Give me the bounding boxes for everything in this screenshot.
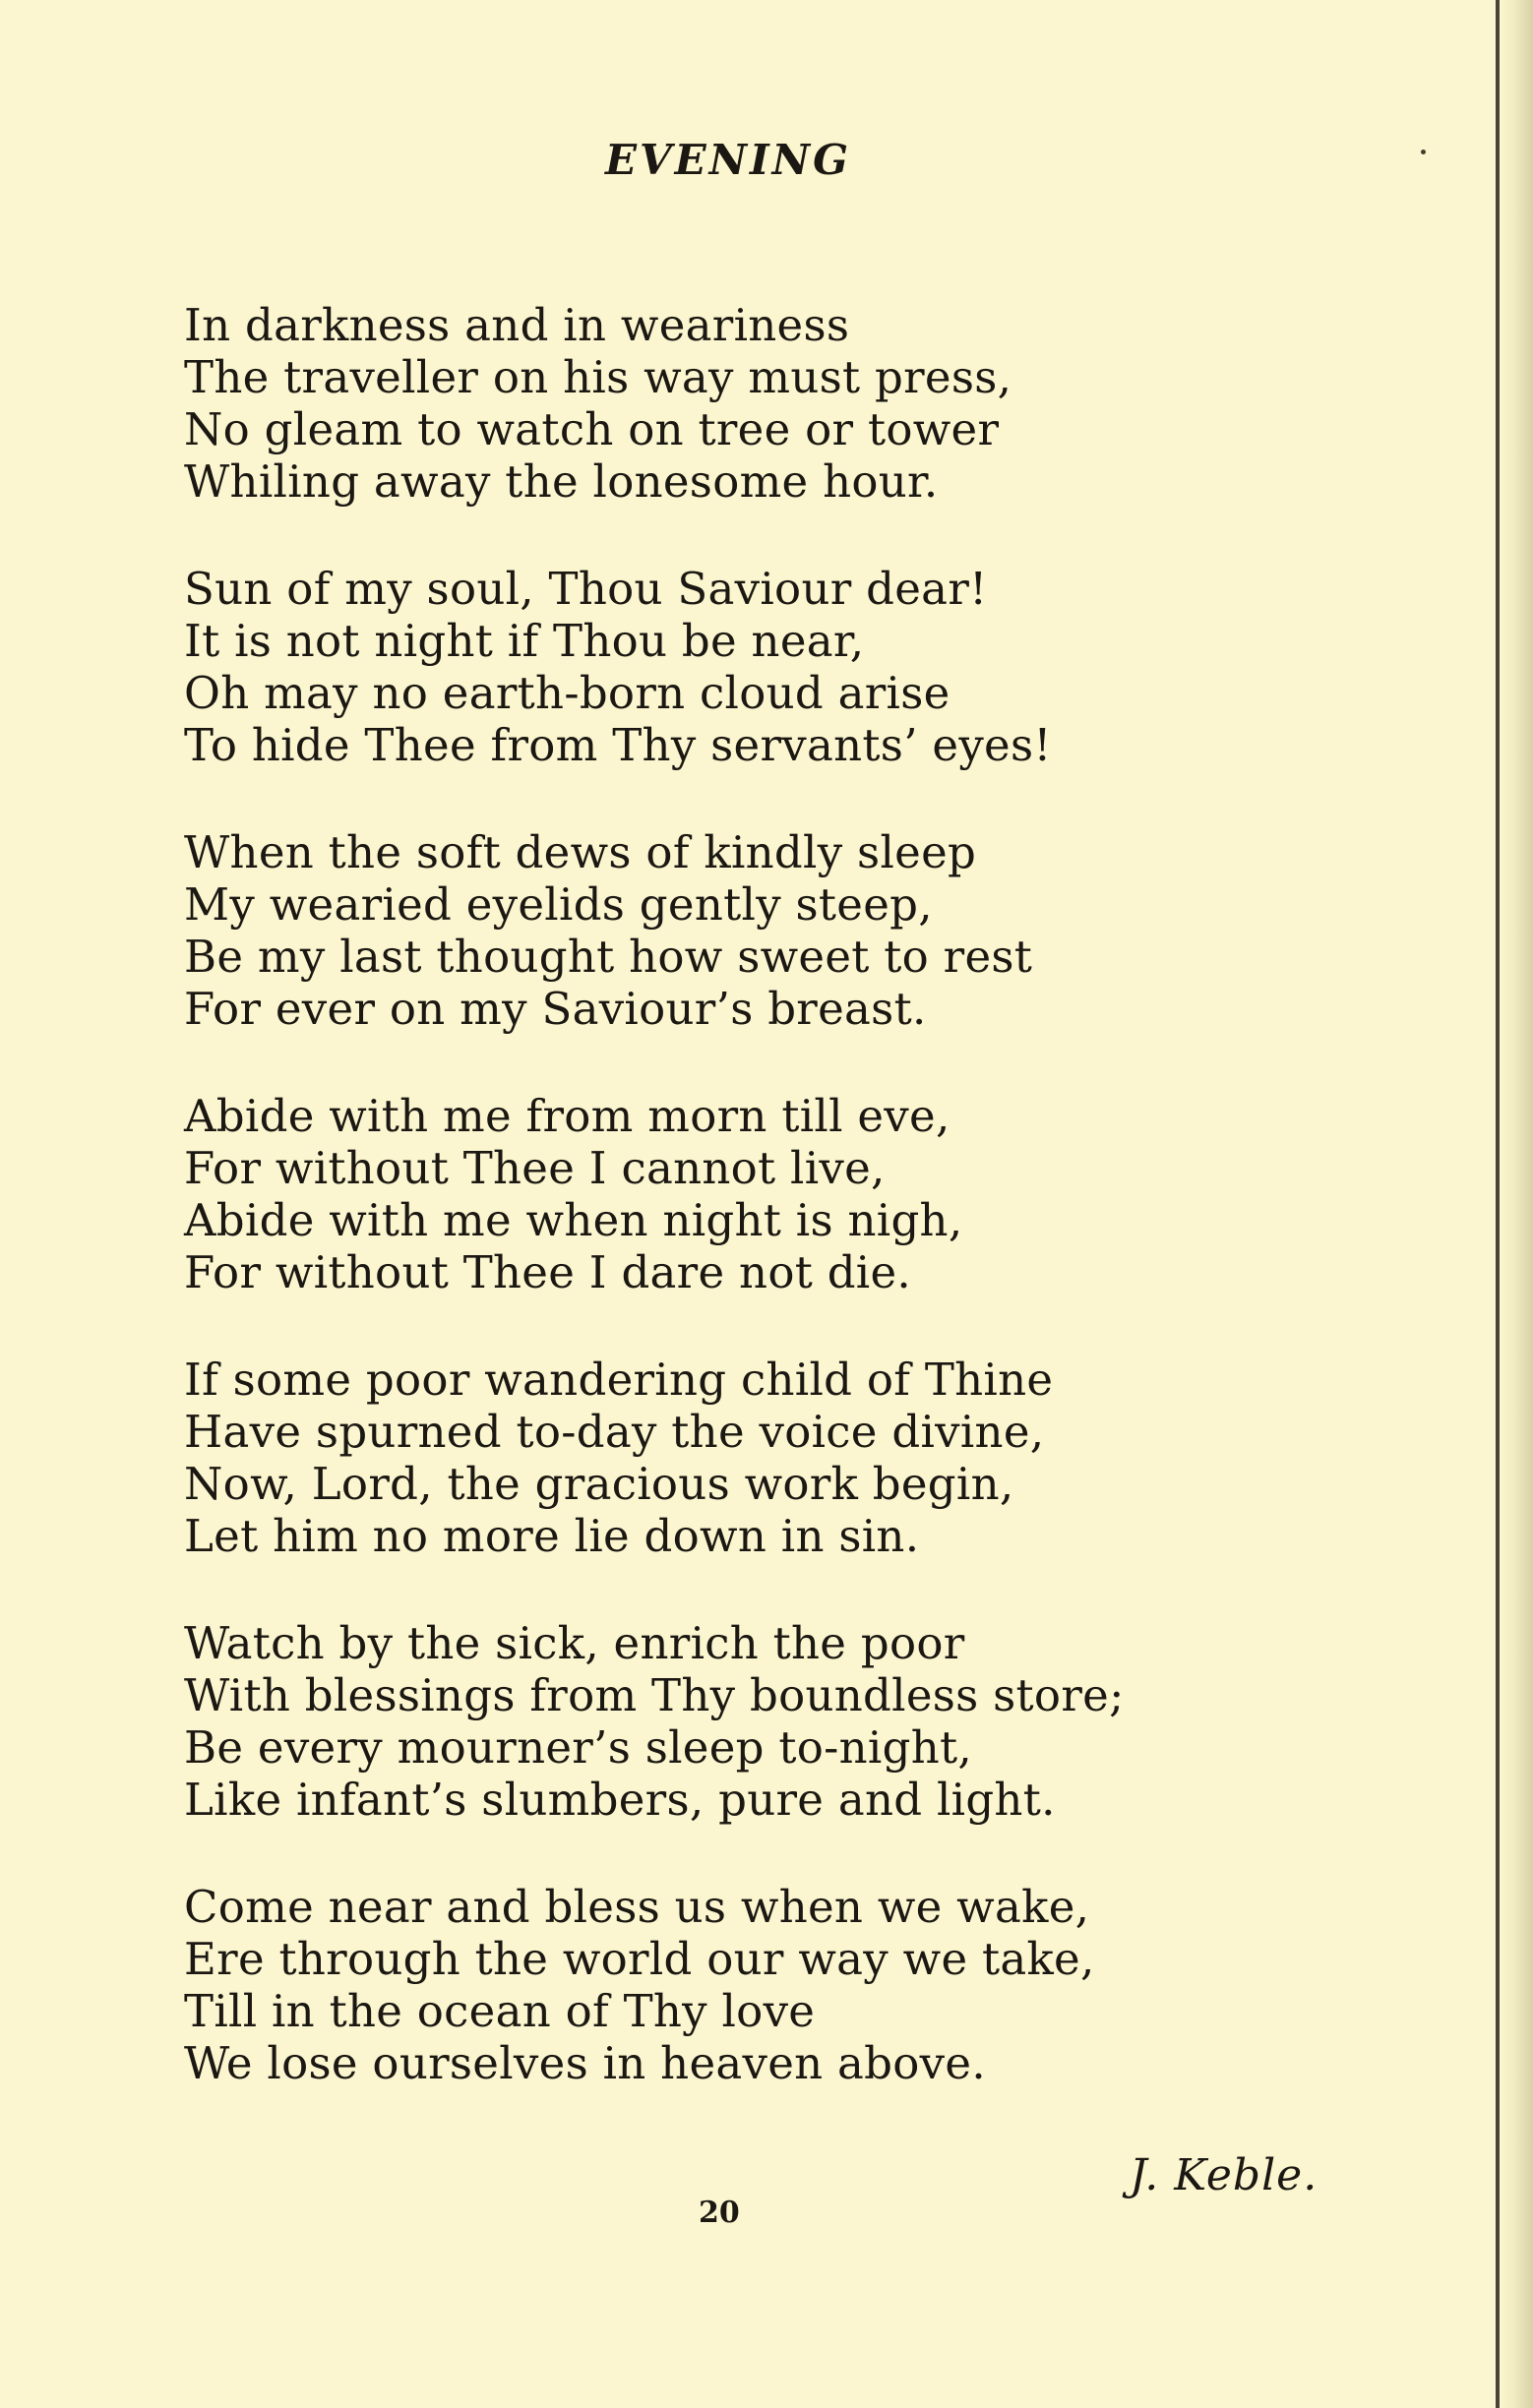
poem-line: No gleam to watch on tree or tower — [184, 403, 1000, 455]
poem-line: Till in the ocean of Thy love — [184, 1985, 816, 2037]
poem-line: For without Thee I cannot live, — [184, 1142, 886, 1194]
stanza-6 — [184, 1617, 1384, 1826]
poem-line: It is not night if Thou be near, — [184, 615, 865, 667]
poem-line: Abide with me when night is nigh, — [184, 1194, 963, 1246]
poem-line: When the soft dews of kindly sleep — [184, 826, 977, 878]
poem-line: The traveller on his way must press, — [184, 351, 1012, 403]
poem-line: Let him no more lie down in sin. — [184, 1510, 920, 1562]
poem-line: We lose ourselves in heaven above. — [184, 2037, 986, 2089]
stanza-5 — [184, 1354, 1384, 1562]
poem-line: Come near and bless us when we wake, — [184, 1881, 1090, 1933]
poem-line: For ever on my Saviour’s breast. — [184, 983, 927, 1035]
stanza-3 — [184, 826, 1384, 1035]
poem-line: Now, Lord, the gracious work begin, — [184, 1458, 1014, 1510]
stanza-7 — [184, 1881, 1384, 2089]
poem-line: Like infant’s slumbers, pure and light. — [184, 1774, 1056, 1826]
author-attribution: J. Keble. — [1130, 2150, 1318, 2200]
poem-line: Abide with me from morn till eve, — [184, 1090, 950, 1142]
poem-line: My wearied eyelids gently steep, — [184, 878, 933, 931]
poem-line: Have spurned to-day the voice divine, — [184, 1406, 1045, 1458]
poem-line: For without Thee I dare not die. — [184, 1246, 912, 1298]
poem-line: Be every mourner’s sleep to-night, — [184, 1721, 972, 1774]
poem-line: Whiling away the lonesome hour. — [184, 455, 939, 508]
poem-body — [184, 299, 1384, 2144]
poem-line: To hide Thee from Thy servants’ eyes! — [184, 719, 1052, 771]
page-edge-shadow — [1500, 0, 1533, 2408]
stanza-1 — [184, 299, 1384, 508]
page-number: 20 — [699, 2196, 740, 2230]
poem-line: With blessings from Thy boundless store; — [184, 1669, 1125, 1721]
poem-line: Oh may no earth-born cloud arise — [184, 667, 950, 719]
page-title: EVENING — [605, 136, 851, 184]
poem-line: If some poor wandering child of Thine — [184, 1354, 1054, 1406]
stanza-2 — [184, 563, 1384, 771]
poem-line: Watch by the sick, enrich the poor — [184, 1617, 965, 1669]
poem-line: In darkness and in weariness — [184, 299, 850, 351]
stanza-4 — [184, 1090, 1384, 1298]
poem-line: Ere through the world our way we take, — [184, 1933, 1095, 1985]
poem-line: Be my last thought how sweet to rest — [184, 931, 1033, 983]
poem-line: Sun of my soul, Thou Saviour dear! — [184, 563, 988, 615]
